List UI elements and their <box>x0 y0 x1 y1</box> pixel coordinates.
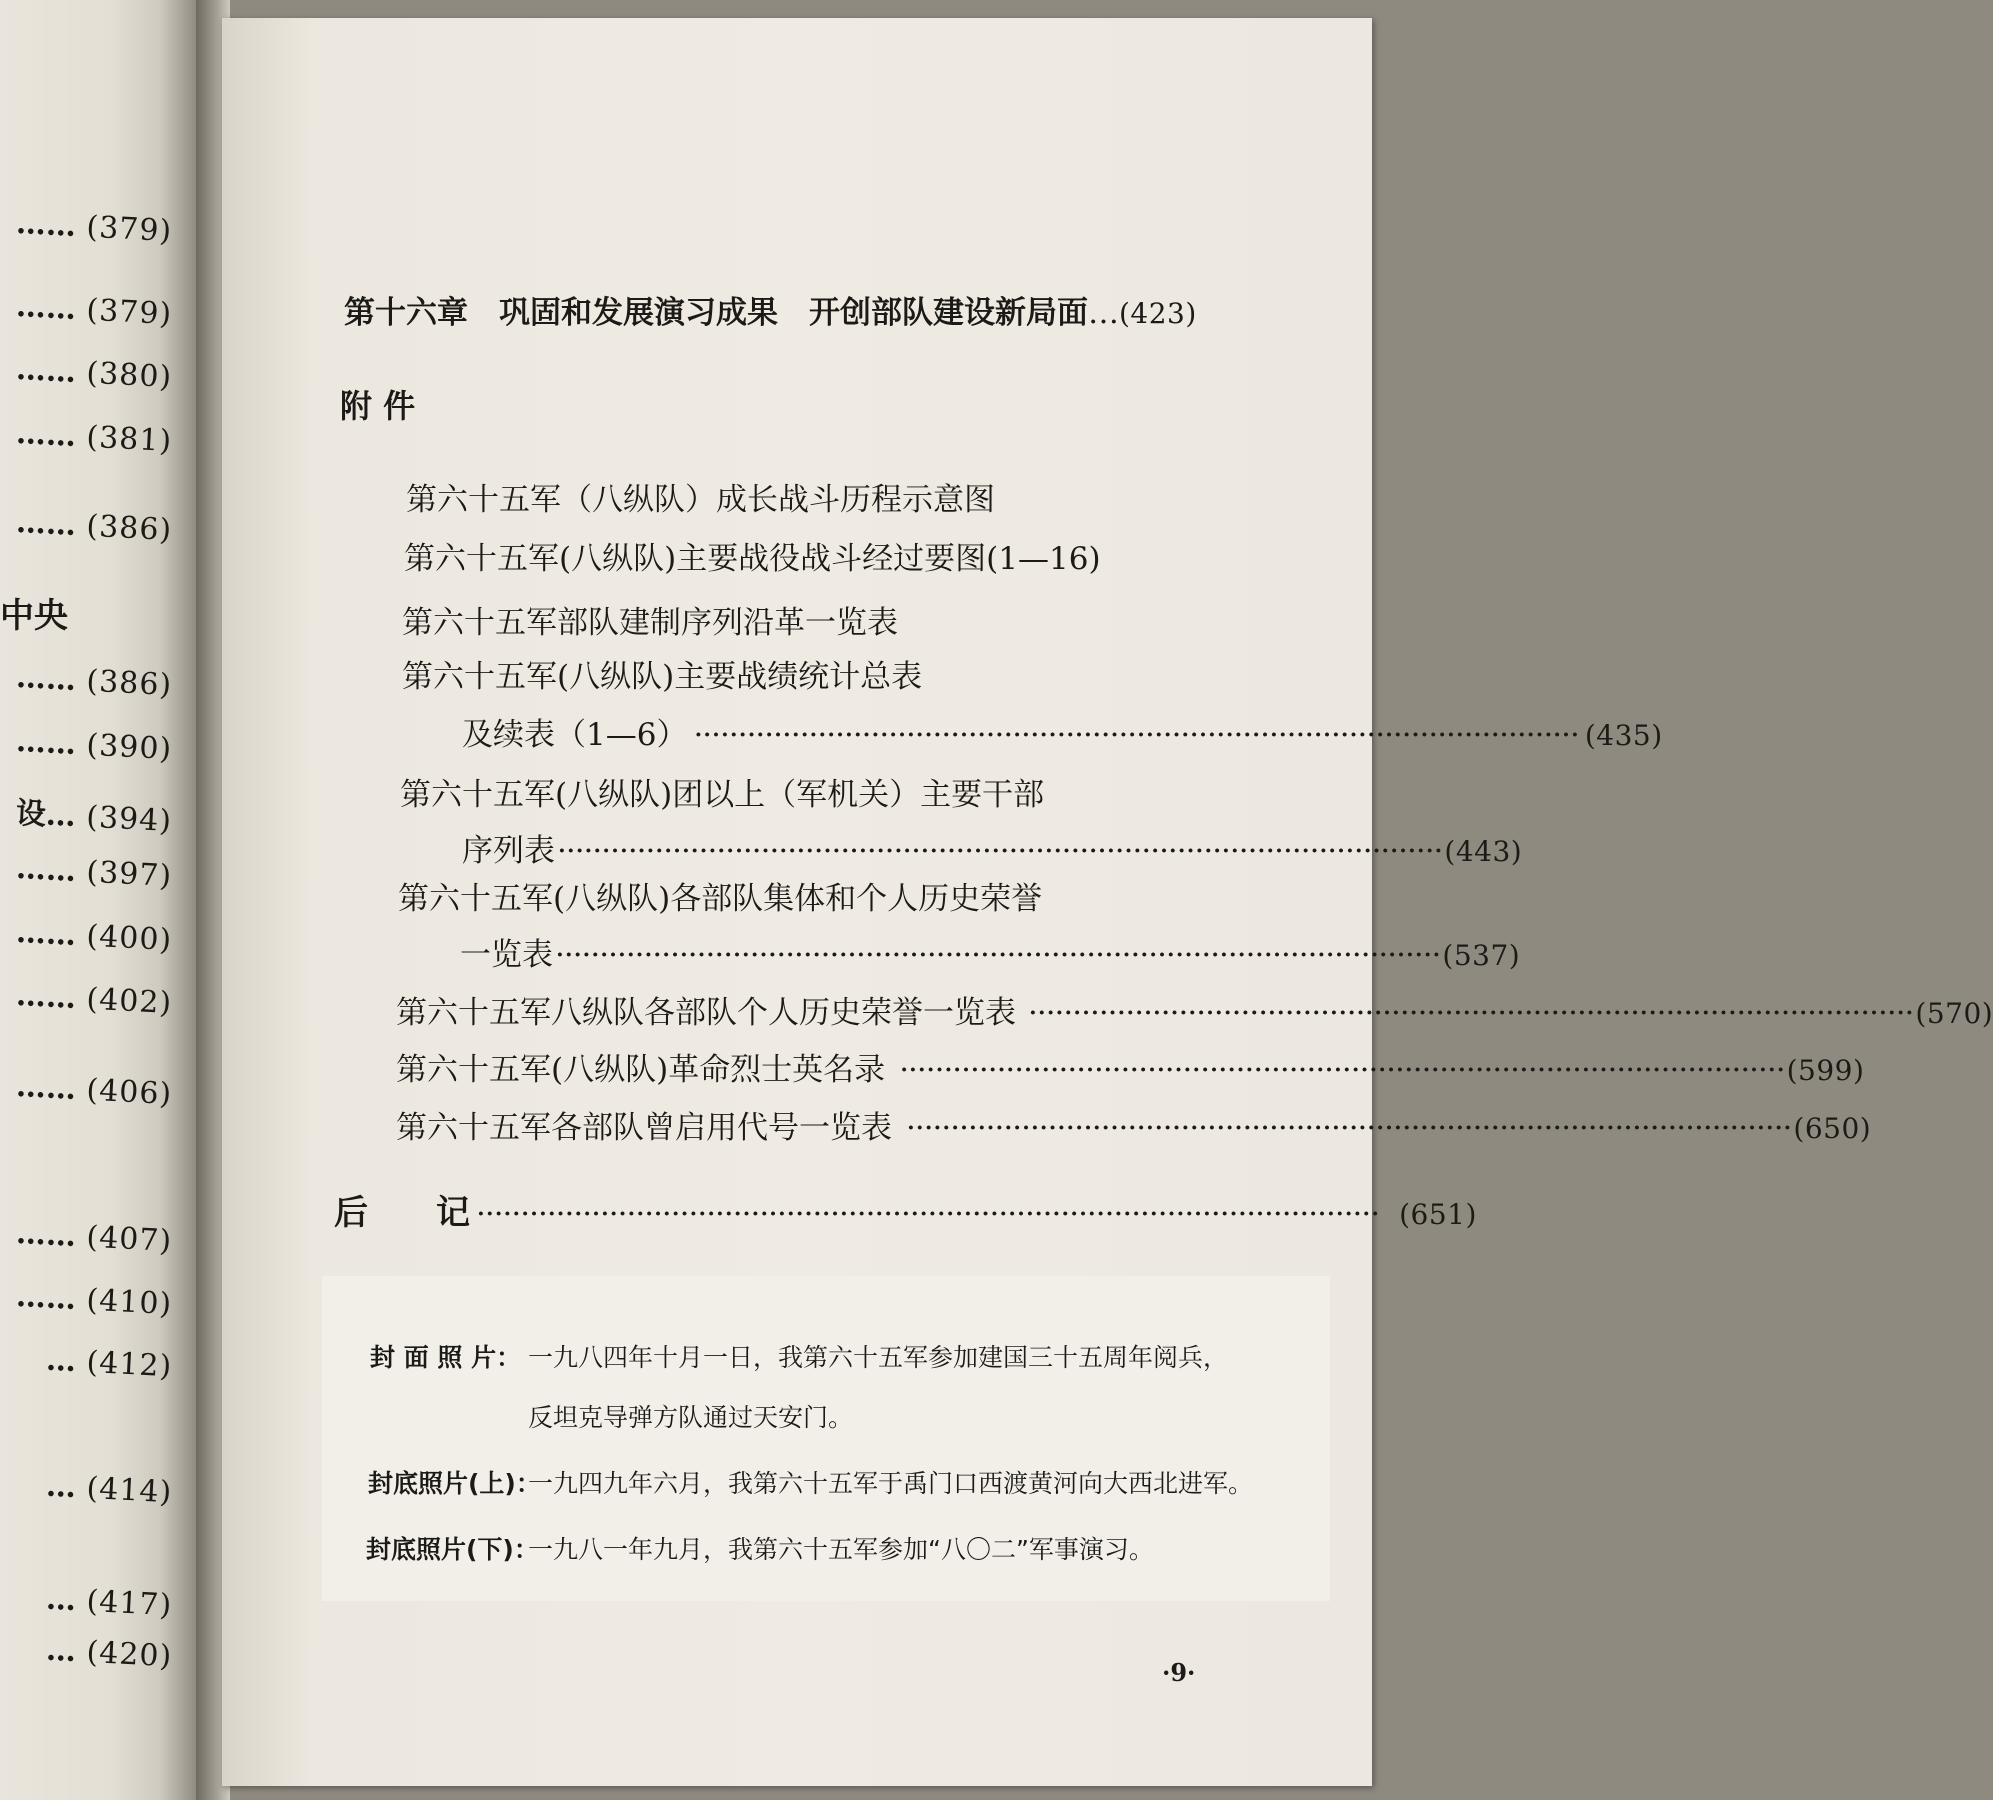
page-number: (423) <box>1119 297 1197 330</box>
left-toc-entry: …… (397) <box>14 850 173 895</box>
left-toc-entry: …… (380) <box>14 351 173 396</box>
leader-dots: ···································································································· <box>557 833 1443 869</box>
left-toc-entry: …… (400) <box>14 914 173 959</box>
note-label: 封底照片(上)： <box>368 1469 541 1498</box>
left-toc-entry: … (414) <box>44 1468 173 1511</box>
page-number: (435) <box>1584 719 1663 752</box>
note-label: 封 面 照 片： <box>370 1343 522 1372</box>
appendix-entry-continued: 一览表 ···································································································· (537) <box>460 937 1521 973</box>
leader-dots: ···································································································· <box>899 1052 1785 1088</box>
appendix-entry-continued: 序列表 ···································································································· (443) <box>462 833 1523 869</box>
appendix-entry: 第六十五军部队建制序列沿革一览表 <box>402 605 898 641</box>
toc-entry-afterword <box>334 1193 1477 1233</box>
appendix-entry: 第六十五军八纵队各部队个人历史荣誉一览表 ···································································································· (570) <box>396 995 1993 1031</box>
left-facing-page <box>0 0 200 1800</box>
left-toc-entry: …… (410) <box>14 1278 173 1323</box>
note-label: 封底照片(下)： <box>366 1535 539 1564</box>
left-toc-entry: …… (406) <box>14 1068 173 1113</box>
photo-note-back-bottom: 封底照片(下)：一九八一年九月，我第六十五军参加“八〇二”军事演习。 <box>366 1530 1154 1566</box>
appendix-entry: 第六十五军(八纵队)各部队集体和个人历史荣誉 <box>398 881 1043 917</box>
photo-note-front-continued: 反坦克导弹方队通过天安门。 <box>528 1403 854 1432</box>
left-toc-entry: …… (402) <box>14 977 173 1022</box>
left-toc-entry: … (417) <box>44 1581 173 1624</box>
appendix-entry: 第六十五军(八纵队)主要战绩统计总表 <box>402 659 923 695</box>
appendix-entry: 第六十五军(八纵队)主要战役战斗经过要图(1—16) <box>404 541 1101 577</box>
appendix-entry: 第六十五军各部队曾启用代号一览表 ···································································································· (650) <box>396 1110 1872 1146</box>
left-toc-entry: 设… (394) <box>14 795 173 840</box>
page-number: (599) <box>1786 1054 1865 1087</box>
page-folio: ·9· <box>1162 1658 1196 1687</box>
page-number: (650) <box>1793 1112 1872 1145</box>
left-toc-entry: …… (379) <box>14 288 173 333</box>
appendix-entry: 第六十五军(八纵队)革命烈士英名录 ···································································································· (599) <box>396 1052 1865 1088</box>
left-toc-entry: …… (386) <box>14 504 173 549</box>
left-toc-entry: …… (390) <box>14 723 173 768</box>
left-toc-entry: …… (386) <box>14 659 173 704</box>
appendix-entry-continued: 及续表（1—6） ···································································································· (435) <box>462 717 1663 753</box>
toc-page <box>222 18 1993 1786</box>
afterword-title: 后 记 <box>334 1193 470 1233</box>
chapter-title: 第十六章 巩固和发展演习成果 开创部队建设新局面 <box>344 295 1088 331</box>
photo-note-back-top: 封底照片(上)：一九四九年六月，我第六十五军于禹门口西渡黄河向大西北进军。 <box>368 1464 1253 1500</box>
left-toc-entry: … (420) <box>44 1632 173 1675</box>
leader-dots: ···································································································· <box>693 717 1579 753</box>
leader-dots: ···································································································· <box>1028 995 1914 1031</box>
leader-dots: … <box>1088 295 1119 331</box>
left-toc-entry: …… (381) <box>14 415 173 460</box>
leader-dots: ···································································································· <box>555 937 1441 973</box>
left-toc-entry: … (412) <box>44 1342 173 1385</box>
leader-dots: ······································································································ <box>476 1196 1380 1232</box>
photo-credits-box <box>322 1276 1330 1601</box>
page-number: (537) <box>1442 939 1521 972</box>
page-number: (570) <box>1915 997 1993 1030</box>
photo-note-front: 封 面 照 片： 一九八四年十月一日，我第六十五军参加建国三十五周年阅兵， <box>370 1338 1228 1374</box>
page-number: (651) <box>1399 1198 1477 1231</box>
left-heading: 中央 <box>0 596 68 636</box>
appendix-heading: 附 件 <box>340 387 416 425</box>
toc-entry-chapter-16 <box>344 295 1197 331</box>
appendix-entry: 第六十五军（八纵队）成长战斗历程示意图 <box>406 482 995 518</box>
appendix-entry: 第六十五军(八纵队)团以上（军机关）主要干部 <box>400 777 1045 813</box>
page-number: (443) <box>1444 835 1523 868</box>
leader-dots: ···································································································· <box>906 1110 1792 1146</box>
left-toc-entry: …… (379) <box>14 205 173 250</box>
left-toc-entry: …… (407) <box>14 1215 173 1260</box>
